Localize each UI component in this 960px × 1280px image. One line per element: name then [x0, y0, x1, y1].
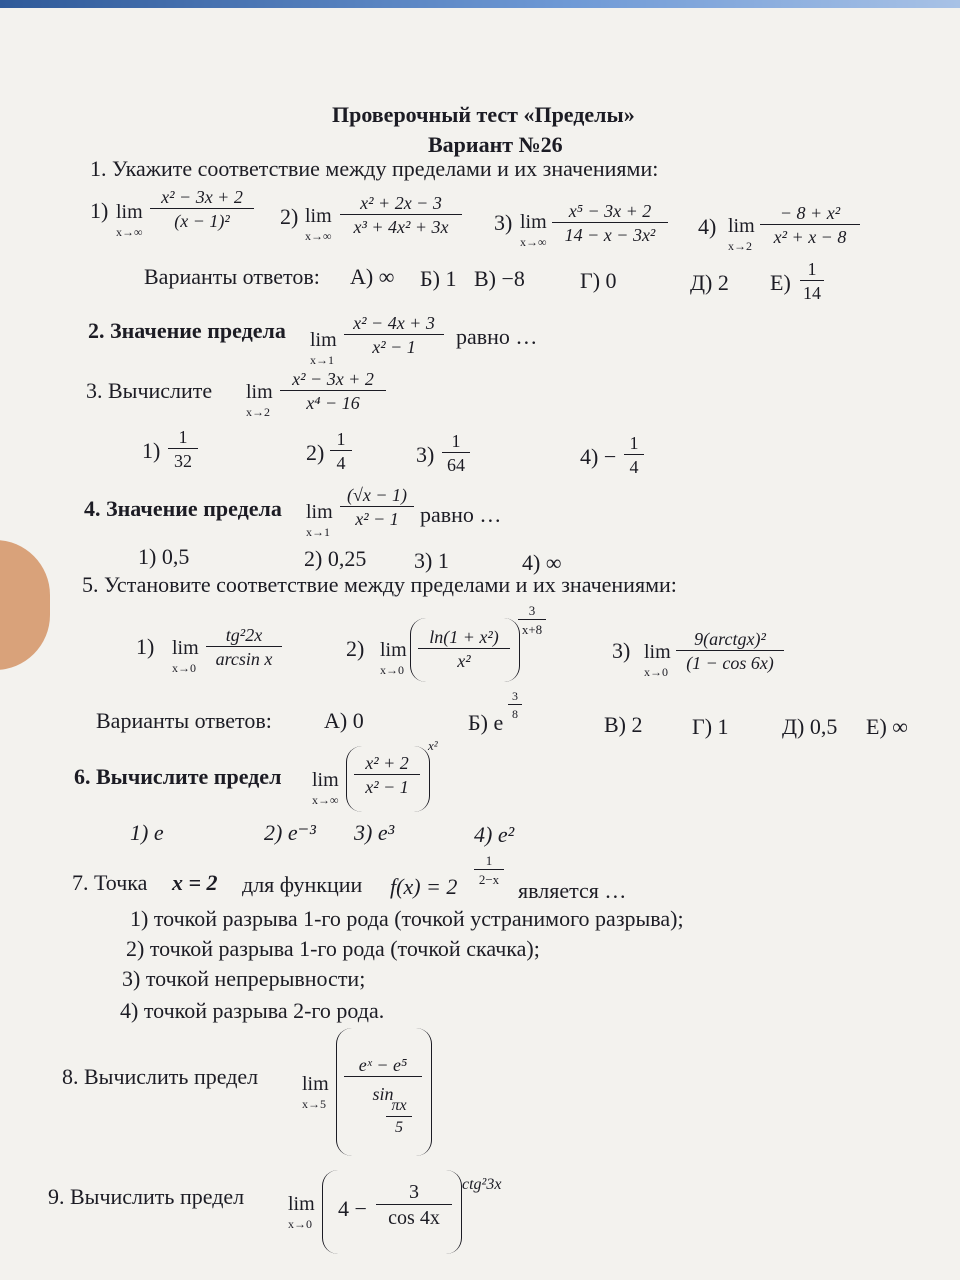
q6-text: 6. Вычислите предел — [74, 764, 282, 789]
q9-lim: lim x→0 — [288, 1193, 315, 1231]
q3-fraction: $\frac{\text{x² − 3x + 2}}{\text{x⁴ − 16}}$ — [280, 370, 386, 412]
q1-item-lim: lim x→2 — [728, 215, 755, 253]
q9-fraction: $\frac{3}{\cos 4x}$ — [376, 1182, 452, 1228]
q1-answer: Г) 0 — [580, 268, 617, 293]
q3-lim: lim x→2 — [246, 381, 273, 419]
q7-text: 7. Точка — [72, 870, 148, 895]
q7-option: 2) точкой разрыва 1-го рода (точкой скачка); — [126, 936, 540, 961]
q7-text: является … — [518, 878, 627, 903]
q7-option: 4) точкой разрыва 2-го рода. — [120, 998, 385, 1023]
q5-item-lim: lim x→0 — [380, 639, 407, 677]
q4-suffix: равно … — [420, 502, 502, 527]
q4-option: 2) 0,25 — [304, 546, 367, 571]
q1-item-fraction: $\frac{\text{x² − 3x + 2}}{\text{(x − 1)²}}$ — [150, 188, 254, 230]
q6-lim: lim x→∞ — [312, 769, 339, 807]
q1-answer: Е) — [770, 270, 791, 295]
q3-option-label: 1) — [142, 438, 161, 463]
q5-item-lim: lim x→0 — [172, 637, 199, 675]
q1-answers-label: Варианты ответов: — [144, 264, 320, 289]
q1-item-lim: lim x→∞ — [520, 211, 547, 249]
q1-answer: Д) 2 — [690, 270, 729, 295]
q1-answer-fraction: $\frac{1}{14}$ — [800, 260, 824, 302]
q1-item-label: 4) — [698, 214, 717, 239]
q1-answer: А) ∞ — [350, 264, 395, 289]
q4-option: 3) 1 — [414, 548, 449, 573]
q3-option-label: 2) — [306, 440, 325, 465]
q4-option: 4) ∞ — [522, 550, 562, 575]
test-sheet — [0, 8, 960, 1280]
q9-power: ctg²3x — [462, 1176, 502, 1193]
q8-text: 8. Вычислить предел — [62, 1064, 259, 1089]
q9-lead: 4 − — [338, 1196, 367, 1221]
q7-option: 3) точкой непрерывности; — [122, 966, 366, 991]
q2-lim: lim x→1 — [310, 329, 337, 367]
q2-fraction: $\frac{\text{x² − 4x + 3}}{\text{x² − 1}}$ — [344, 314, 444, 356]
q5-answer: Г) 1 — [692, 714, 729, 739]
q7-point: x = 2 — [172, 870, 218, 895]
q6-option: 2) e⁻³ — [264, 820, 316, 845]
q3-option-label: 4) − — [580, 444, 617, 469]
q1-answer: Б) 1 — [420, 266, 457, 291]
q4-text: 4. Значение предела — [84, 496, 282, 521]
q4-fraction: $\frac{(√x - 1)}{\text{x² − 1}}$ — [340, 486, 414, 528]
q1-item-fraction: $\frac{\text{x⁵ − 3x + 2}}{\text{14 − x − 3x²}}$ — [552, 202, 668, 244]
q3-option-fraction: $\frac{1}{4}$ — [624, 434, 644, 476]
q5-item-fraction: 9(arctgx)² (1 − cos 6x) — [676, 630, 784, 672]
q8-lim: lim x→5 — [302, 1073, 329, 1111]
q2-suffix: равно … — [456, 324, 538, 349]
q4-option: 1) 0,5 — [138, 544, 190, 569]
q3-text: 3. Вычислите — [86, 378, 213, 403]
q5-answers-label: Варианты ответов: — [96, 708, 272, 733]
q5-item-fraction: $\frac{\text{ln(1 + x²)}}{\text{x²}}$ — [418, 628, 510, 670]
q1-item-lim: lim x→∞ — [116, 201, 143, 239]
q1-answer: В) −8 — [474, 266, 525, 291]
q1-text: 1. Укажите соответствие между пределами и их значениями: — [90, 156, 659, 181]
q6-option: 1) e — [130, 820, 164, 845]
q7-option: 1) точкой разрыва 1-го рода (точкой устранимого разрыва); — [130, 906, 684, 931]
q3-option-fraction: $\frac{1}{4}$ — [330, 430, 352, 472]
page-title: Проверочный тест «Пределы» — [332, 102, 635, 127]
q6-option: 4) e² — [474, 822, 515, 847]
q5-item-label: 2) — [346, 636, 365, 661]
q5-answer: Д) 0,5 — [782, 714, 838, 739]
q2-text: 2. Значение предела — [88, 318, 286, 343]
q7-function: f(x) = 2 — [390, 874, 458, 899]
q1-item-label: 2) — [280, 204, 299, 229]
q8-inner-fraction: $\frac{\pi x}{5}$ — [386, 1098, 412, 1136]
q5-item-lim: lim x→0 — [644, 641, 671, 679]
q5-answer: В) 2 — [604, 712, 643, 737]
q7-power: $\frac{1}{2-x}$ — [474, 854, 504, 886]
q3-option-fraction: $\frac{1}{64}$ — [442, 432, 470, 474]
q7-text: для функции — [242, 872, 363, 897]
q1-item-label: 1) — [90, 198, 109, 223]
q6-power: x² — [428, 738, 438, 753]
q3-option-fraction: $\frac{1}{32}$ — [168, 428, 198, 470]
q5-item-power: $\frac{3}{x+8}$ — [518, 604, 546, 636]
q5-answer: Е) ∞ — [866, 714, 908, 739]
q1-item-lim: lim x→∞ — [305, 205, 332, 243]
q5-item-label: 1) — [136, 634, 155, 659]
variant-title: Вариант №26 — [428, 132, 563, 157]
q6-fraction: $\frac{\text{x² + 2}}{\text{x² − 1}}$ — [354, 754, 420, 796]
q9-text: 9. Вычислить предел — [48, 1184, 245, 1209]
q1-item-label: 3) — [494, 210, 513, 235]
q5-text: 5. Установите соответствие между пределами и их значениями: — [82, 572, 677, 597]
q5-answer: Б) e — [468, 710, 504, 735]
q8-fraction: $\frac{\text{eˣ − e⁵}}{\sin}$ — [344, 1056, 422, 1103]
q4-lim: lim x→1 — [306, 501, 333, 539]
q3-option-label: 3) — [416, 442, 435, 467]
q5-answer: А) 0 — [324, 708, 364, 733]
q5-answer-power: $\frac{3}{8}$ — [508, 690, 522, 720]
q1-item-fraction: $\frac{\text{x² + 2x − 3}}{\text{x³ + 4x² + 3x}}$ — [340, 194, 462, 236]
q1-item-fraction: $\frac{\text{− 8 + x²}}{\text{x² + x − 8}}$ — [760, 204, 860, 246]
q5-item-fraction: $\frac{\text{tg²2x}}{\text{arcsin x}}$ — [206, 626, 282, 668]
q5-item-label: 3) — [612, 638, 631, 663]
q6-option: 3) e³ — [354, 820, 395, 845]
